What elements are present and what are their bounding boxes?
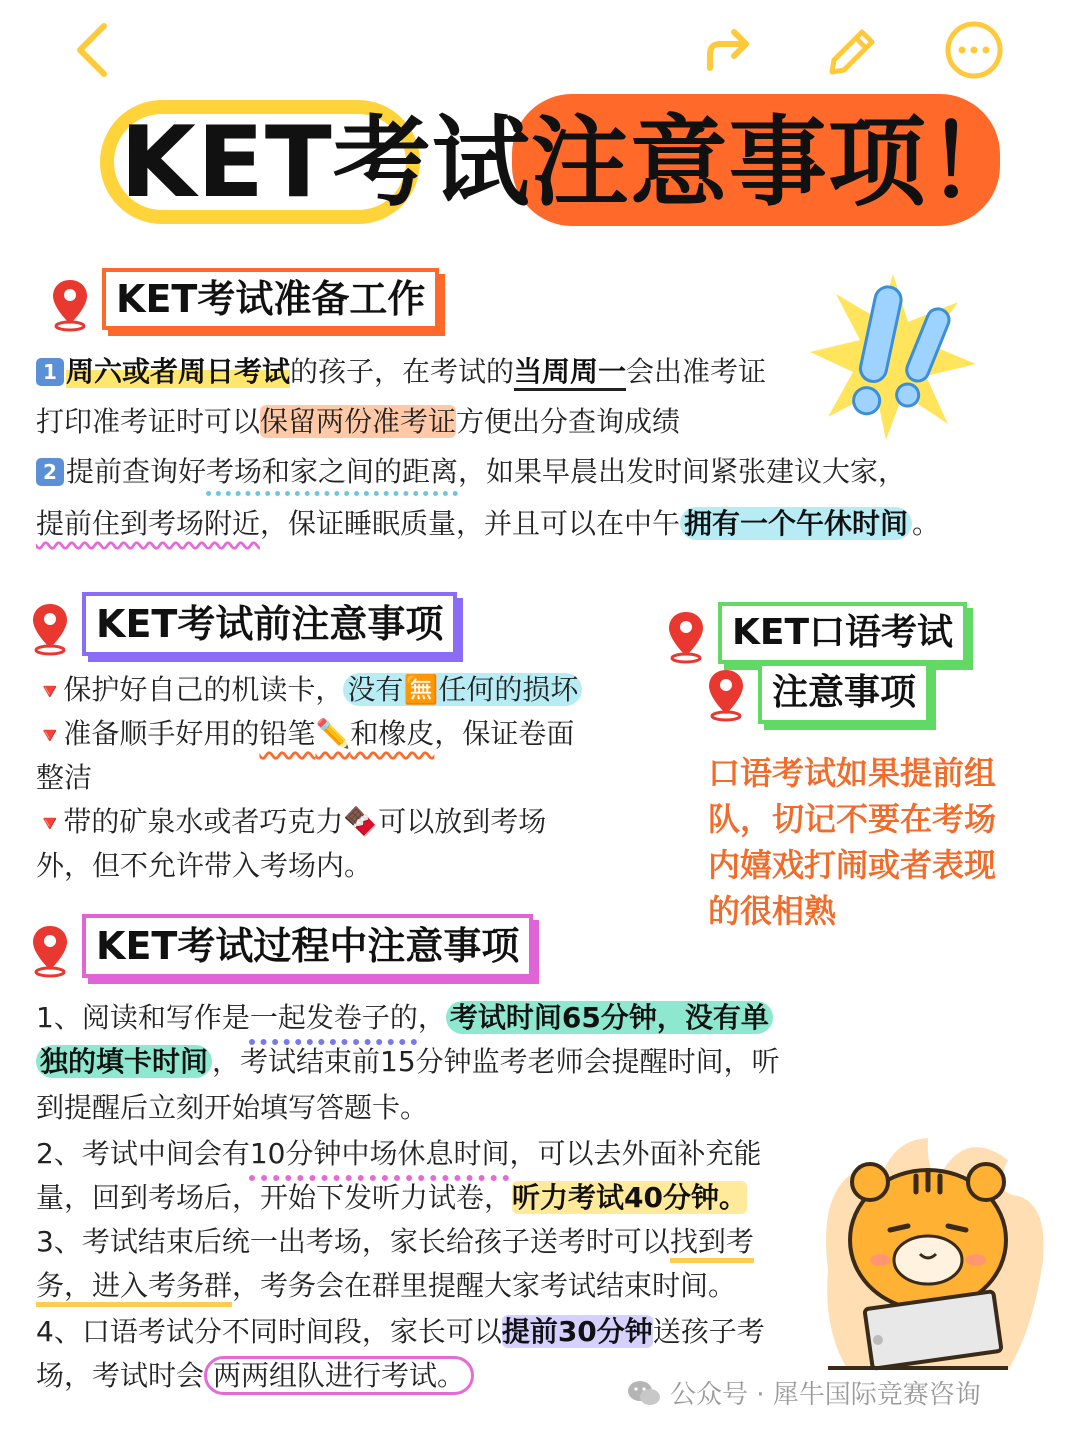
highlight-weekend-exam: 周六或者周日考试 bbox=[66, 355, 291, 388]
during-text: 到提醒后立刻开始填写答题卡。 bbox=[36, 1091, 429, 1124]
during-p1-line3 bbox=[36, 1088, 428, 1128]
location-pin-icon bbox=[666, 608, 706, 664]
before-item-2-cont bbox=[36, 758, 92, 798]
during-p1-line1 bbox=[36, 998, 773, 1038]
red-triangle-bullet-icon: 🔻 bbox=[36, 680, 64, 705]
more-options-icon[interactable] bbox=[942, 18, 1006, 82]
tiger-laptop-illustration bbox=[808, 1130, 1048, 1390]
prep-text: 方便出分查询成绩 bbox=[456, 405, 681, 438]
highlight-no-damage bbox=[343, 673, 582, 706]
share-icon[interactable] bbox=[696, 18, 760, 82]
no-sign-emoji-icon: 🈚 bbox=[403, 673, 439, 706]
number-two-badge: 2 bbox=[36, 458, 64, 486]
during-text: ，考试结束前15分钟监考老师会提醒时间，听 bbox=[212, 1045, 780, 1078]
oral-exam-note: 口语考试如果提前组队，切记不要在考场内嬉戏打闹或者表现的很相熟 bbox=[708, 754, 997, 930]
before-item-2 bbox=[36, 714, 574, 757]
section-heading-during-exam: KET考试过程中注意事项 bbox=[82, 914, 533, 978]
pencil-emoji-icon: ✏️ bbox=[315, 717, 351, 750]
during-text: ， bbox=[417, 1001, 446, 1034]
prep-text: ，保证睡眠质量，并且可以在中午 bbox=[260, 507, 681, 540]
before-text: 可以放到考场 bbox=[378, 805, 547, 838]
section-heading-oral-line1: KET口语考试 bbox=[718, 602, 967, 664]
before-item-3-cont bbox=[36, 846, 372, 886]
highlight-nap-time: 拥有一个午休时间 bbox=[680, 507, 912, 540]
section-heading-oral-line2: 注意事项 bbox=[758, 662, 930, 724]
before-text: 带的矿泉水或者巧克力 bbox=[63, 805, 344, 838]
prep-text: 的孩子，在考试的 bbox=[290, 355, 515, 388]
watermark bbox=[626, 1374, 981, 1411]
during-text: ，考务会在群里提醒大家考试结束时间。 bbox=[232, 1269, 737, 1302]
before-text: 和橡皮 bbox=[350, 717, 435, 750]
prep-line-1 bbox=[36, 352, 766, 392]
prep-text: 提前查询好 bbox=[66, 455, 207, 488]
before-item-3 bbox=[36, 802, 546, 845]
page-title bbox=[100, 92, 1026, 232]
during-p4-line2 bbox=[36, 1356, 474, 1396]
during-text: 1、阅读和写作是 bbox=[36, 1001, 250, 1034]
highlight-staff-group: 务，进入考务群 bbox=[36, 1269, 232, 1307]
during-p1-line2 bbox=[36, 1042, 780, 1082]
highlight-two-copies: 保留两份准考证 bbox=[260, 405, 457, 438]
during-text: 2、考试中间会有 bbox=[36, 1137, 250, 1170]
location-pin-icon bbox=[30, 600, 70, 656]
section-heading-preparation: KET考试准备工作 bbox=[102, 268, 439, 330]
before-text: ，保证卷面 bbox=[434, 717, 575, 750]
before-text: 没有 bbox=[347, 673, 404, 706]
location-pin-icon bbox=[30, 922, 70, 978]
highlight-monday: 当周周一 bbox=[514, 355, 626, 391]
before-text: 任何的损坏 bbox=[438, 673, 579, 706]
during-text: ，可以去外面补充能 bbox=[509, 1137, 762, 1170]
before-text: 外，但不允许带入考场内。 bbox=[36, 849, 373, 882]
during-p4-line1 bbox=[36, 1312, 765, 1352]
during-p3-line2 bbox=[36, 1266, 736, 1306]
chocolate-emoji-icon: 🍫 bbox=[343, 805, 379, 838]
section-heading-before-exam: KET考试前注意事项 bbox=[82, 592, 457, 656]
red-triangle-bullet-icon: 🔻 bbox=[36, 812, 64, 837]
back-arrow-icon[interactable] bbox=[62, 18, 126, 82]
prep-text: 。 bbox=[912, 507, 941, 540]
during-text: 量，回到考场后，开始下发听力试卷， bbox=[36, 1181, 513, 1214]
prep-line-4 bbox=[36, 504, 940, 544]
wechat-logo-icon bbox=[626, 1378, 662, 1408]
exclamation-burst-icon bbox=[808, 272, 978, 442]
before-text: 保护好自己的机读卡， bbox=[63, 673, 344, 706]
highlight-pair-groups: 两两组队进行考试。 bbox=[204, 1356, 474, 1395]
highlight-stay-nearby: 提前住到考场附近 bbox=[36, 507, 261, 540]
during-p3-line1 bbox=[36, 1222, 754, 1262]
location-pin-icon bbox=[50, 276, 90, 332]
highlight-same-paper: 一起发卷子的 bbox=[249, 1001, 418, 1034]
highlight-listening-40: 听力考试40分钟。 bbox=[512, 1181, 747, 1214]
during-text: 场，考试时会 bbox=[36, 1359, 205, 1392]
prep-line-3 bbox=[36, 452, 906, 492]
prep-line-2 bbox=[36, 402, 680, 442]
prep-text: 打印准考证时可以 bbox=[36, 405, 261, 438]
highlight-30-minutes: 提前30分钟 bbox=[501, 1315, 653, 1348]
prep-text: 会出准考证 bbox=[626, 355, 767, 388]
highlight-find-staff: 找到考 bbox=[670, 1225, 754, 1263]
during-text: 4、口语考试分不同时间段，家长可以 bbox=[36, 1315, 502, 1348]
red-triangle-bullet-icon: 🔻 bbox=[36, 724, 64, 749]
before-item-1 bbox=[36, 670, 582, 713]
edit-pencil-icon[interactable] bbox=[818, 18, 882, 82]
during-p2-line1 bbox=[36, 1134, 761, 1174]
during-p2-line2 bbox=[36, 1178, 747, 1218]
title-text bbox=[120, 98, 1026, 228]
before-text: 铅笔 bbox=[259, 717, 316, 750]
title-part1: KET考试 bbox=[120, 106, 531, 220]
highlight-no-fill-time: 独的填卡时间 bbox=[36, 1045, 212, 1078]
number-one-badge: 1 bbox=[36, 358, 64, 386]
watermark-text: 公众号 · 犀牛国际竞赛咨询 bbox=[670, 1380, 981, 1410]
location-pin-icon bbox=[706, 666, 746, 722]
highlight-break-time: 10分钟中场休息时间 bbox=[249, 1137, 510, 1170]
title-part2: 注意事项！ bbox=[530, 106, 1026, 220]
prep-text: ，如果早晨出发时间紧张建议大家， bbox=[458, 455, 907, 488]
highlight-65-minutes: 考试时间65分钟，没有单 bbox=[446, 1001, 773, 1034]
during-text: 3、考试结束后统一出考场，家长给孩子送考时可以 bbox=[36, 1225, 670, 1258]
before-text: 整洁 bbox=[36, 761, 93, 794]
highlight-distance: 考场和家之间的距离 bbox=[206, 455, 459, 488]
before-text: 准备顺手好用的 bbox=[63, 717, 260, 750]
during-text: 送孩子考 bbox=[652, 1315, 765, 1348]
highlight-pencil-eraser bbox=[259, 717, 434, 750]
